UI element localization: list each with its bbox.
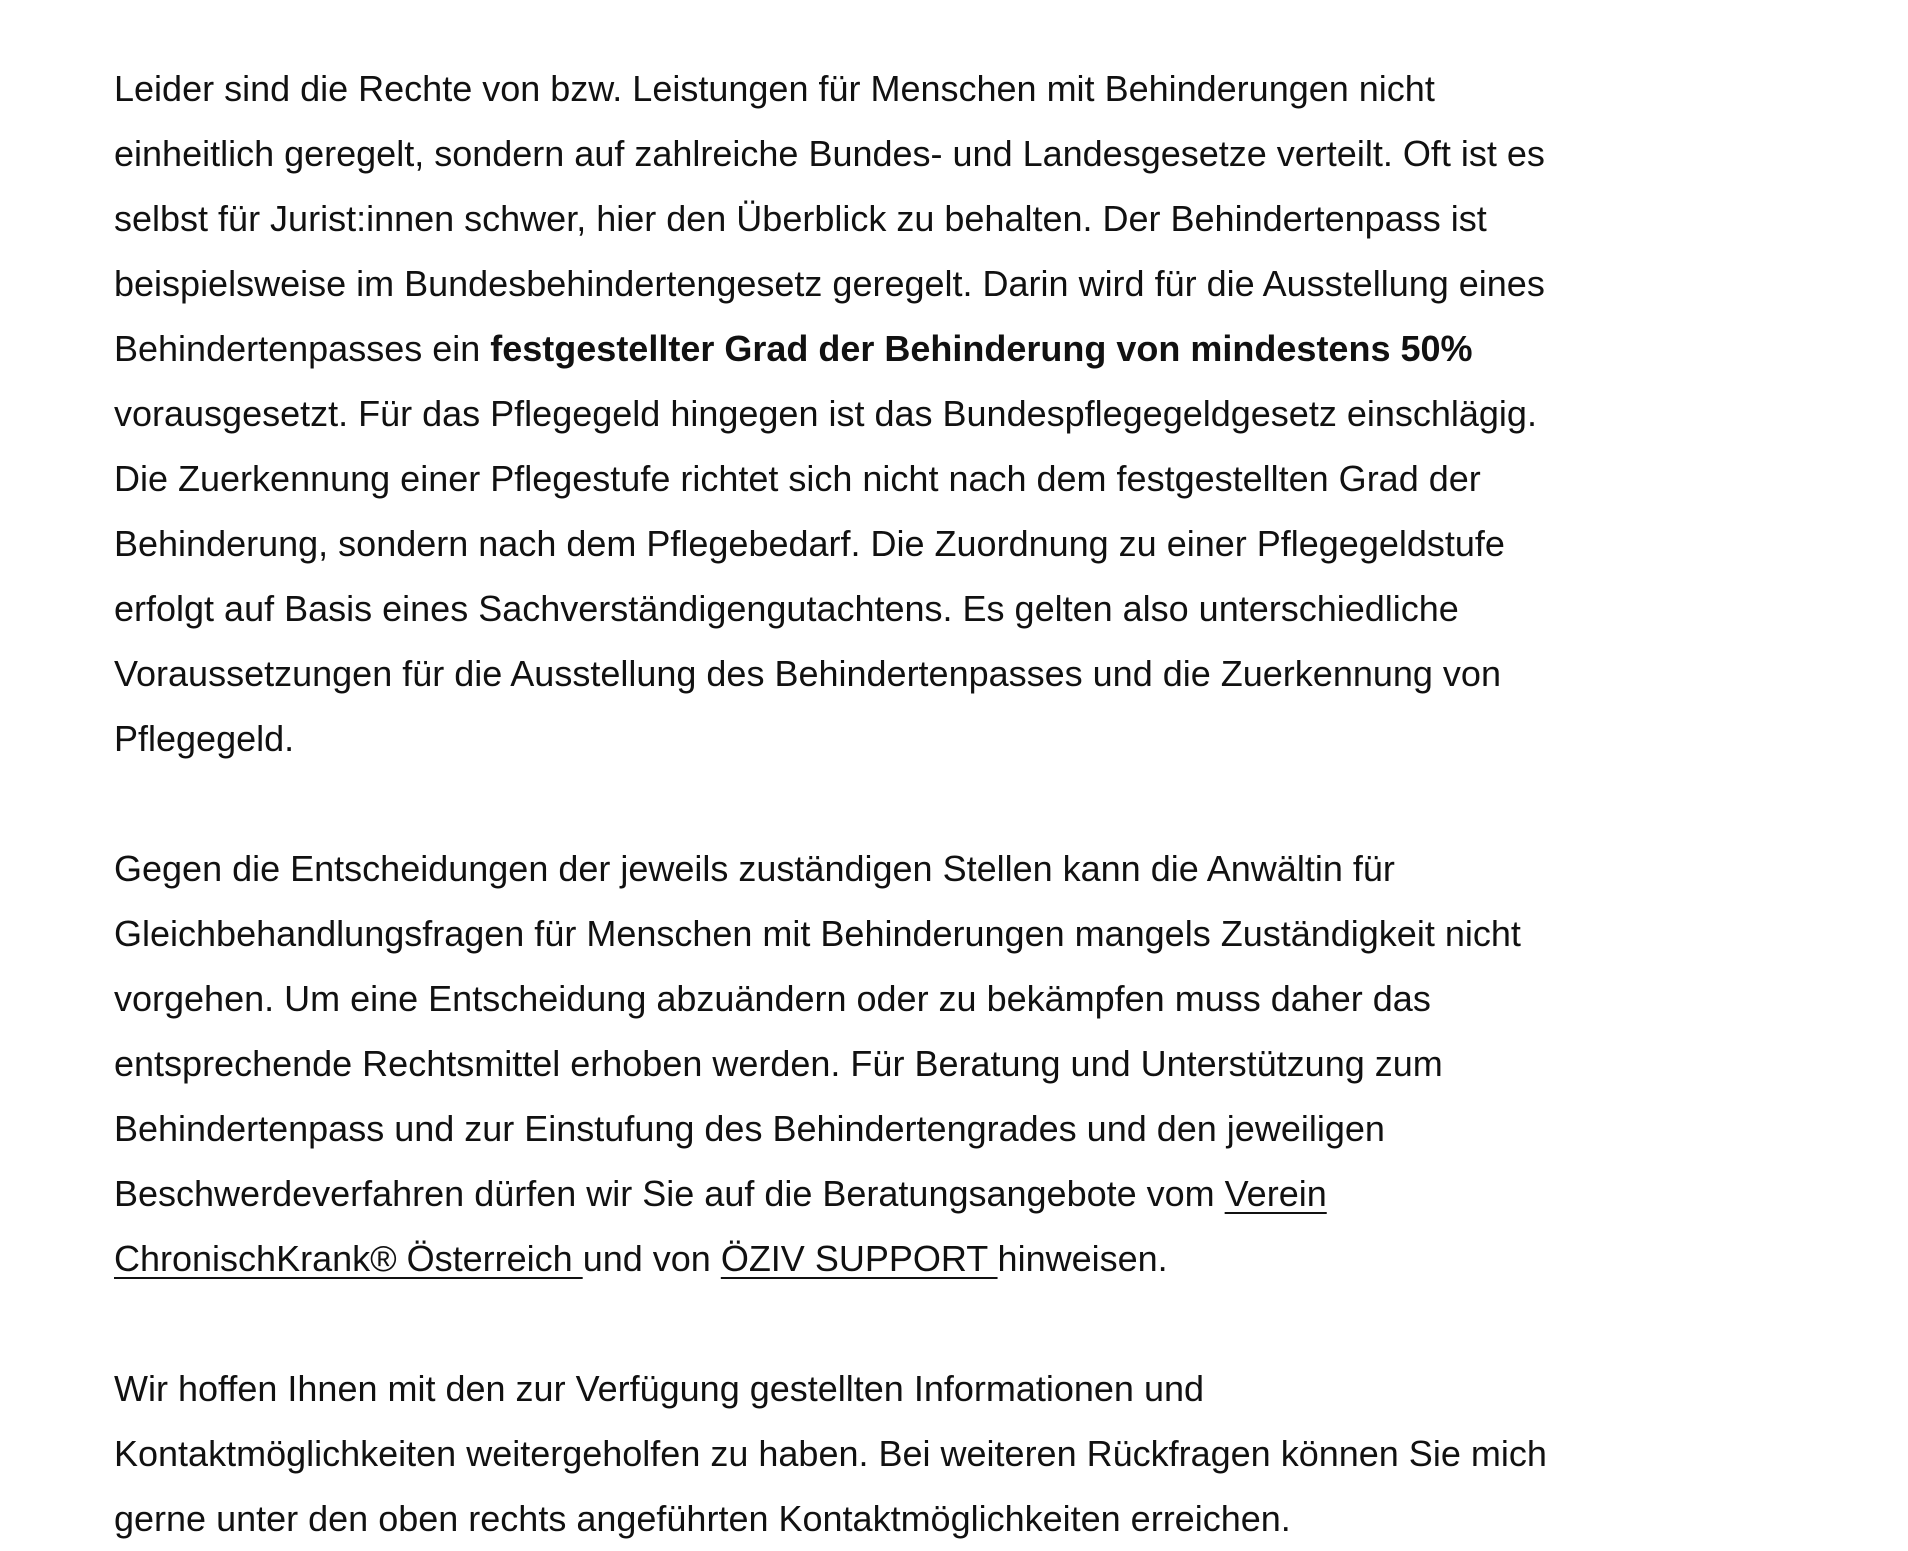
text-line: Behindertenpass und zur Einstufung des Behindertengrades und den jeweiligen — [114, 1108, 1385, 1149]
text-line: erfolgt auf Basis eines Sachverständigengutachtens. Es gelten also unterschiedliche — [114, 588, 1459, 629]
text-line: beispielsweise im Bundesbehindertengesetz geregelt. Darin wird für die Ausstellung eines — [114, 263, 1545, 304]
link-verein-chronischkrank[interactable]: ChronischKrank® Österreich — [114, 1238, 583, 1279]
text-line — [114, 316, 1814, 381]
text-line: Kontaktmöglichkeiten weitergeholfen zu haben. Bei weiteren Rückfragen können Sie mich — [114, 1433, 1547, 1474]
text-line: vorausgesetzt. Für das Pflegegeld hingegen ist das Bundespflegegeldgesetz einschlägig. — [114, 393, 1537, 434]
text-line: selbst für Jurist:innen schwer, hier den Überblick zu behalten. Der Behindertenpass ist — [114, 198, 1487, 239]
link-verein-chronischkrank[interactable]: Verein — [1224, 1173, 1327, 1214]
text-line: Die Zuerkennung einer Pflegestufe richtet sich nicht nach dem festgestellten Grad der — [114, 458, 1481, 499]
text-line: vorgehen. Um eine Entscheidung abzuändern oder zu bekämpfen muss daher das — [114, 978, 1431, 1019]
text-line: Gleichbehandlungsfragen für Menschen mit Behinderungen mangels Zuständigkeit nicht — [114, 913, 1521, 954]
text-line: Behinderung, sondern nach dem Pflegebedarf. Die Zuordnung zu einer Pflegegeldstufe — [114, 523, 1505, 564]
link-oeziv-support[interactable]: ÖZIV SUPPORT — [720, 1238, 998, 1279]
text-fragment: Behindertenpasses ein — [114, 328, 491, 369]
text-line: Pflegegeld. — [114, 718, 295, 759]
text-line: Voraussetzungen für die Ausstellung des Behindertenpasses und die Zuerkennung von — [114, 653, 1501, 694]
paragraph-closing — [114, 1356, 1814, 1551]
text-fragment: und von — [582, 1238, 721, 1279]
text-line: gerne unter den oben rechts angeführten Kontaktmöglichkeiten erreichen. — [114, 1498, 1291, 1539]
text-line: einheitlich geregelt, sondern auf zahlreiche Bundes- und Landesgesetze verteilt. Oft ist es — [114, 133, 1545, 174]
paragraph-legal-basis — [114, 56, 1814, 771]
text-line: Leider sind die Rechte von bzw. Leistungen für Menschen mit Behinderungen nicht — [114, 68, 1435, 109]
text-fragment: hinweisen. — [997, 1238, 1168, 1279]
text-line — [114, 1161, 1814, 1226]
text-line: Wir hoffen Ihnen mit den zur Verfügung gestellten Informationen und — [114, 1368, 1205, 1409]
text-line — [114, 1226, 1814, 1291]
text-line: entsprechende Rechtsmittel erhoben werden. Für Beratung und Unterstützung zum — [114, 1043, 1443, 1084]
paragraph-legal-remedies — [114, 836, 1814, 1291]
text-line: Gegen die Entscheidungen der jeweils zuständigen Stellen kann die Anwältin für — [114, 848, 1395, 889]
bold-requirement-text: festgestellter Grad der Behinderung von mindestens 50% — [490, 328, 1473, 369]
document-page — [114, 56, 1814, 1551]
text-fragment: Beschwerdeverfahren dürfen wir Sie auf die Beratungsangebote vom — [114, 1173, 1225, 1214]
